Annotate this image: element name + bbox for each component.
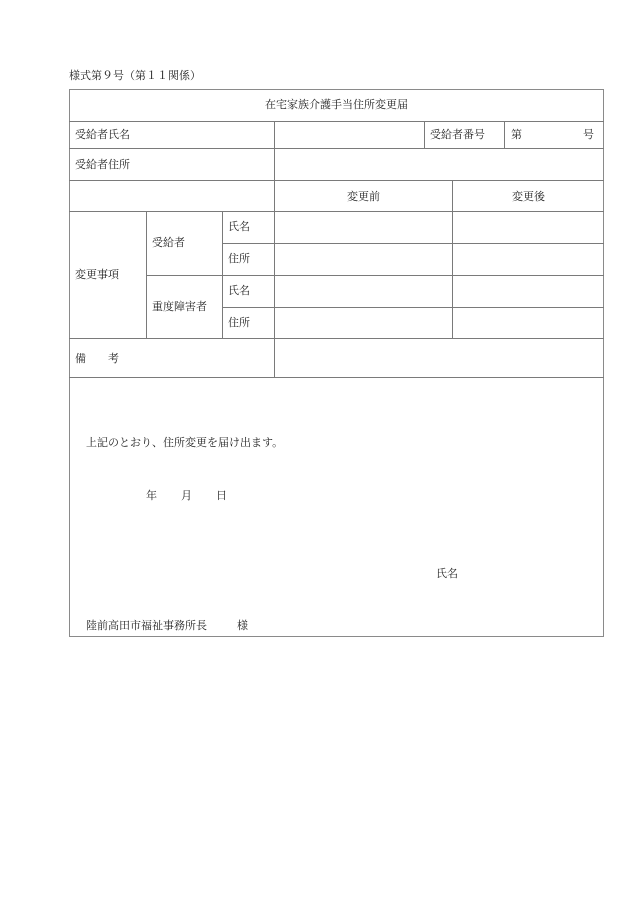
group-disabled-person-label: 重度障害者 <box>152 300 207 313</box>
remarks-field[interactable] <box>275 339 604 377</box>
recipient-address-after-field[interactable] <box>453 244 604 275</box>
disabled-address-change-label: 住所 <box>228 316 250 329</box>
date-day-label: 日 <box>216 489 227 502</box>
recipient-address-label: 受給者住所 <box>75 158 130 171</box>
divider <box>69 180 604 181</box>
date-month-label: 月 <box>181 489 192 502</box>
disabled-address-before-field[interactable] <box>275 308 452 338</box>
group-recipient-label: 受給者 <box>152 236 185 249</box>
change-items-label: 変更事項 <box>75 268 119 281</box>
remarks-label: 備 考 <box>75 352 119 365</box>
recipient-address-before-field[interactable] <box>275 244 452 275</box>
honorific: 様 <box>237 619 248 632</box>
recipient-address-change-label: 住所 <box>228 252 250 265</box>
divider <box>69 377 604 378</box>
divider <box>424 121 425 148</box>
form-number: 様式第９号（第１１関係） <box>69 69 201 82</box>
recipient-number-field[interactable] <box>505 122 604 148</box>
disabled-address-after-field[interactable] <box>453 308 604 338</box>
recipient-number-label: 受給者番号 <box>430 128 485 141</box>
recipient-name-after-field[interactable] <box>453 212 604 243</box>
divider <box>146 211 147 338</box>
signer-name-field[interactable] <box>462 562 592 584</box>
disabled-name-after-field[interactable] <box>453 276 604 307</box>
declaration-statement: 上記のとおり、住所変更を届け出ます。 <box>86 436 284 449</box>
recipient-name-field[interactable] <box>275 122 424 148</box>
disabled-name-change-label: 氏名 <box>228 284 250 297</box>
form-title: 在宅家族介護手当住所変更届 <box>265 98 408 111</box>
before-header: 変更前 <box>347 190 380 203</box>
recipient-name-before-field[interactable] <box>275 212 452 243</box>
divider <box>222 211 223 338</box>
signer-name-label: 氏名 <box>436 567 458 580</box>
after-header: 変更後 <box>512 190 545 203</box>
addressee: 陸前高田市福祉事務所長 <box>86 619 207 632</box>
date-year-label: 年 <box>146 489 157 502</box>
number-prefix: 第 <box>511 128 522 141</box>
disabled-name-before-field[interactable] <box>275 276 452 307</box>
recipient-name-change-label: 氏名 <box>228 220 250 233</box>
recipient-address-field[interactable] <box>275 149 604 180</box>
number-suffix: 号 <box>583 128 594 141</box>
recipient-name-label: 受給者氏名 <box>75 128 130 141</box>
